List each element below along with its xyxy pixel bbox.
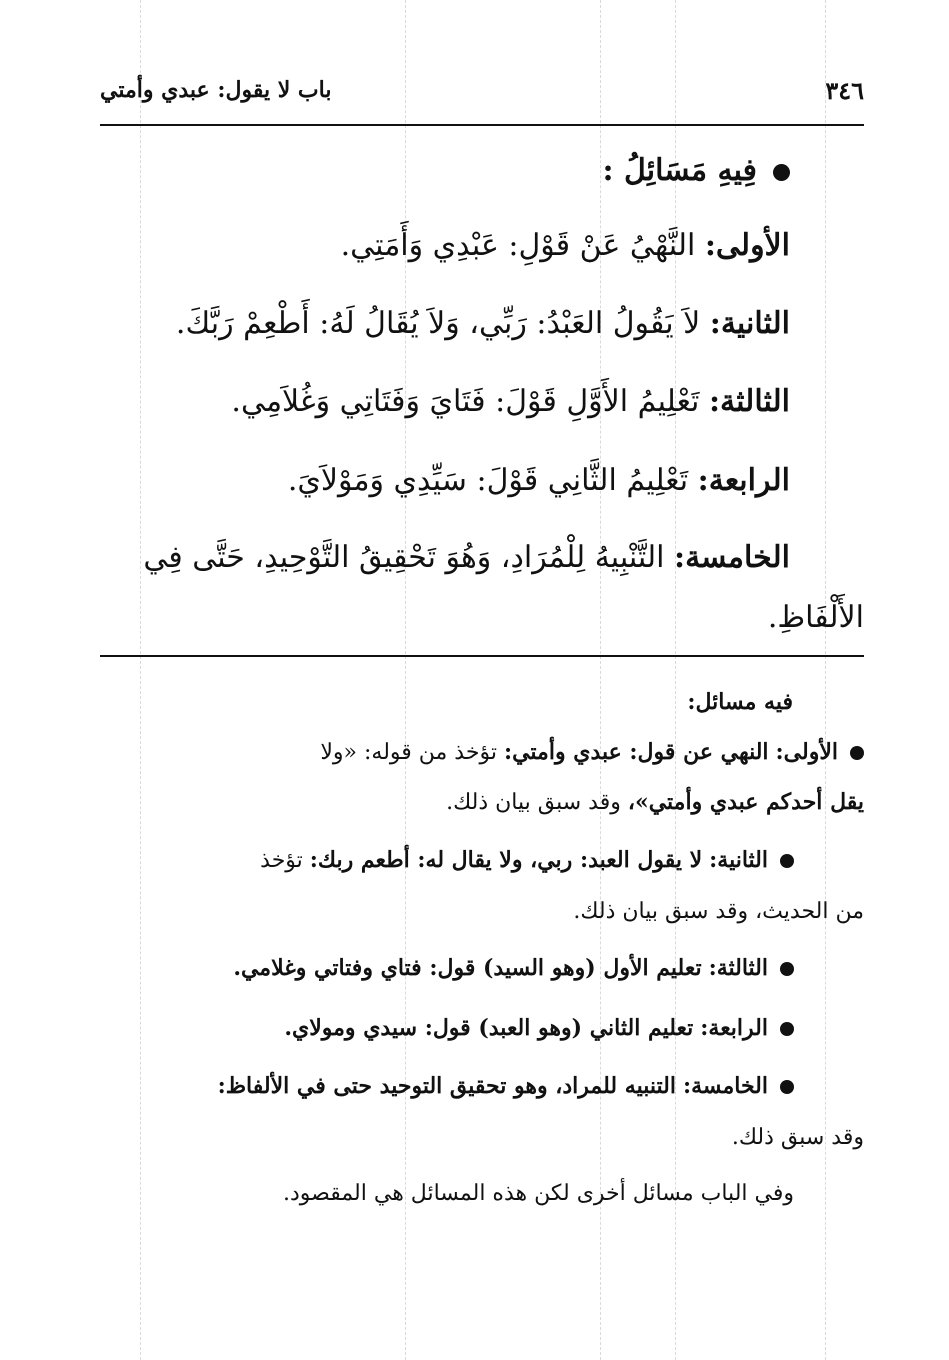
sharh-item-label: الأولى: (775, 739, 838, 765)
sharh-item-text: تؤخذ من قوله: «ولا (320, 740, 497, 765)
bullet-icon (780, 962, 794, 976)
sharh-item (92, 734, 864, 774)
header-divider (100, 124, 864, 126)
sharh-item-continuation: يقل أحدكم عبدي وأمتي»، وقد سبق بيان ذلك. (446, 789, 864, 815)
sharh-item (92, 1068, 794, 1108)
bullet-icon (850, 746, 864, 760)
chapter-title: باب لا يقول: عبدي وأمتي (100, 77, 332, 103)
matn-item-text: النَّهْيُ عَنْ قَوْلِ: عَبْدِي وَأَمَتِي. (340, 228, 696, 263)
sharh-item-bold-text: تعليم الثاني (وهو العبد) قول: سيدي ومولاي. (284, 1015, 694, 1041)
bullet-icon (780, 1080, 794, 1094)
matn-item-label: الأولى: (704, 228, 790, 263)
sharh-item-label: الثانية: (709, 847, 768, 873)
sharh-item (100, 950, 794, 990)
matn-item (100, 220, 790, 276)
sharh-item-label: الخامسة: (682, 1073, 768, 1099)
matn-item-label: الثالثة: (708, 384, 790, 419)
matn-item-label: الرابعة: (697, 463, 790, 498)
page-header (100, 70, 864, 110)
matn-item-text: لاَ يَقُولُ العَبْدُ: رَبِّي، وَلاَ يُقَالُ لَهُ: أَطْعِمْ رَبَّكَ. (175, 306, 701, 341)
sharh-item (92, 842, 794, 882)
footnote-divider (100, 655, 864, 657)
matn-item (96, 532, 790, 588)
matn-item-text: تَعْلِيمُ الثَّانِي قَوْلَ: سَيِّدِي وَمَوْلاَيَ. (287, 463, 689, 498)
sharh-item-bold-text: لا يقول العبد: ربي، ولا يقال له: أطعم ربك: (309, 847, 703, 873)
matn-item-text: التَّنْبِيهُ لِلْمُرَادِ، وَهُوَ تَحْقِيقُ التَّوْحِيدِ، حَتَّى فِي (143, 540, 665, 575)
bullet-icon (780, 1022, 794, 1036)
matn-heading: فِيهِ مَسَائِلُ : (100, 145, 790, 201)
matn-item (100, 298, 790, 354)
matn-item (100, 455, 790, 511)
sharh-item-label: الثالثة: (708, 955, 768, 981)
sharh-item-bold-text: تعليم الأول (وهو السيد) قول: فتاي وفتاتي وغلامي. (233, 955, 702, 981)
sharh-item-bold-text: التنبيه للمراد، وهو تحقيق التوحيد حتى في الألفاظ: (217, 1073, 676, 1099)
page-number: ٣٤٦ (825, 75, 864, 105)
sharh-item-text: تؤخذ (260, 848, 303, 873)
matn-item (100, 376, 790, 432)
bullet-icon (780, 854, 794, 868)
sharh-heading: فيه مسائل: (687, 689, 793, 715)
sharh-item-label: الرابعة: (700, 1015, 768, 1041)
bullet-icon (773, 164, 790, 181)
matn-item-label: الخامسة: (674, 540, 790, 575)
sharh-item (100, 1010, 794, 1050)
sharh-item-continuation: من الحديث، وقد سبق بيان ذلك. (573, 899, 864, 924)
sharh-item-continuation: وقد سبق ذلك. (731, 1125, 864, 1150)
sharh-item-bold-text: النهي عن قول: عبدي وأمتي: (503, 739, 769, 765)
matn-item-text: تَعْلِيمُ الأَوَّلِ قَوْلَ: فَتَايَ وَفَتَاتِي وَغُلاَمِي. (231, 384, 700, 419)
matn-item-label: الثانية: (709, 306, 790, 341)
sharh-closing: وفي الباب مسائل أخرى لكن هذه المسائل هي المقصود. (282, 1181, 794, 1206)
matn-item-continuation: الأَلْفَاظِ. (767, 600, 864, 635)
